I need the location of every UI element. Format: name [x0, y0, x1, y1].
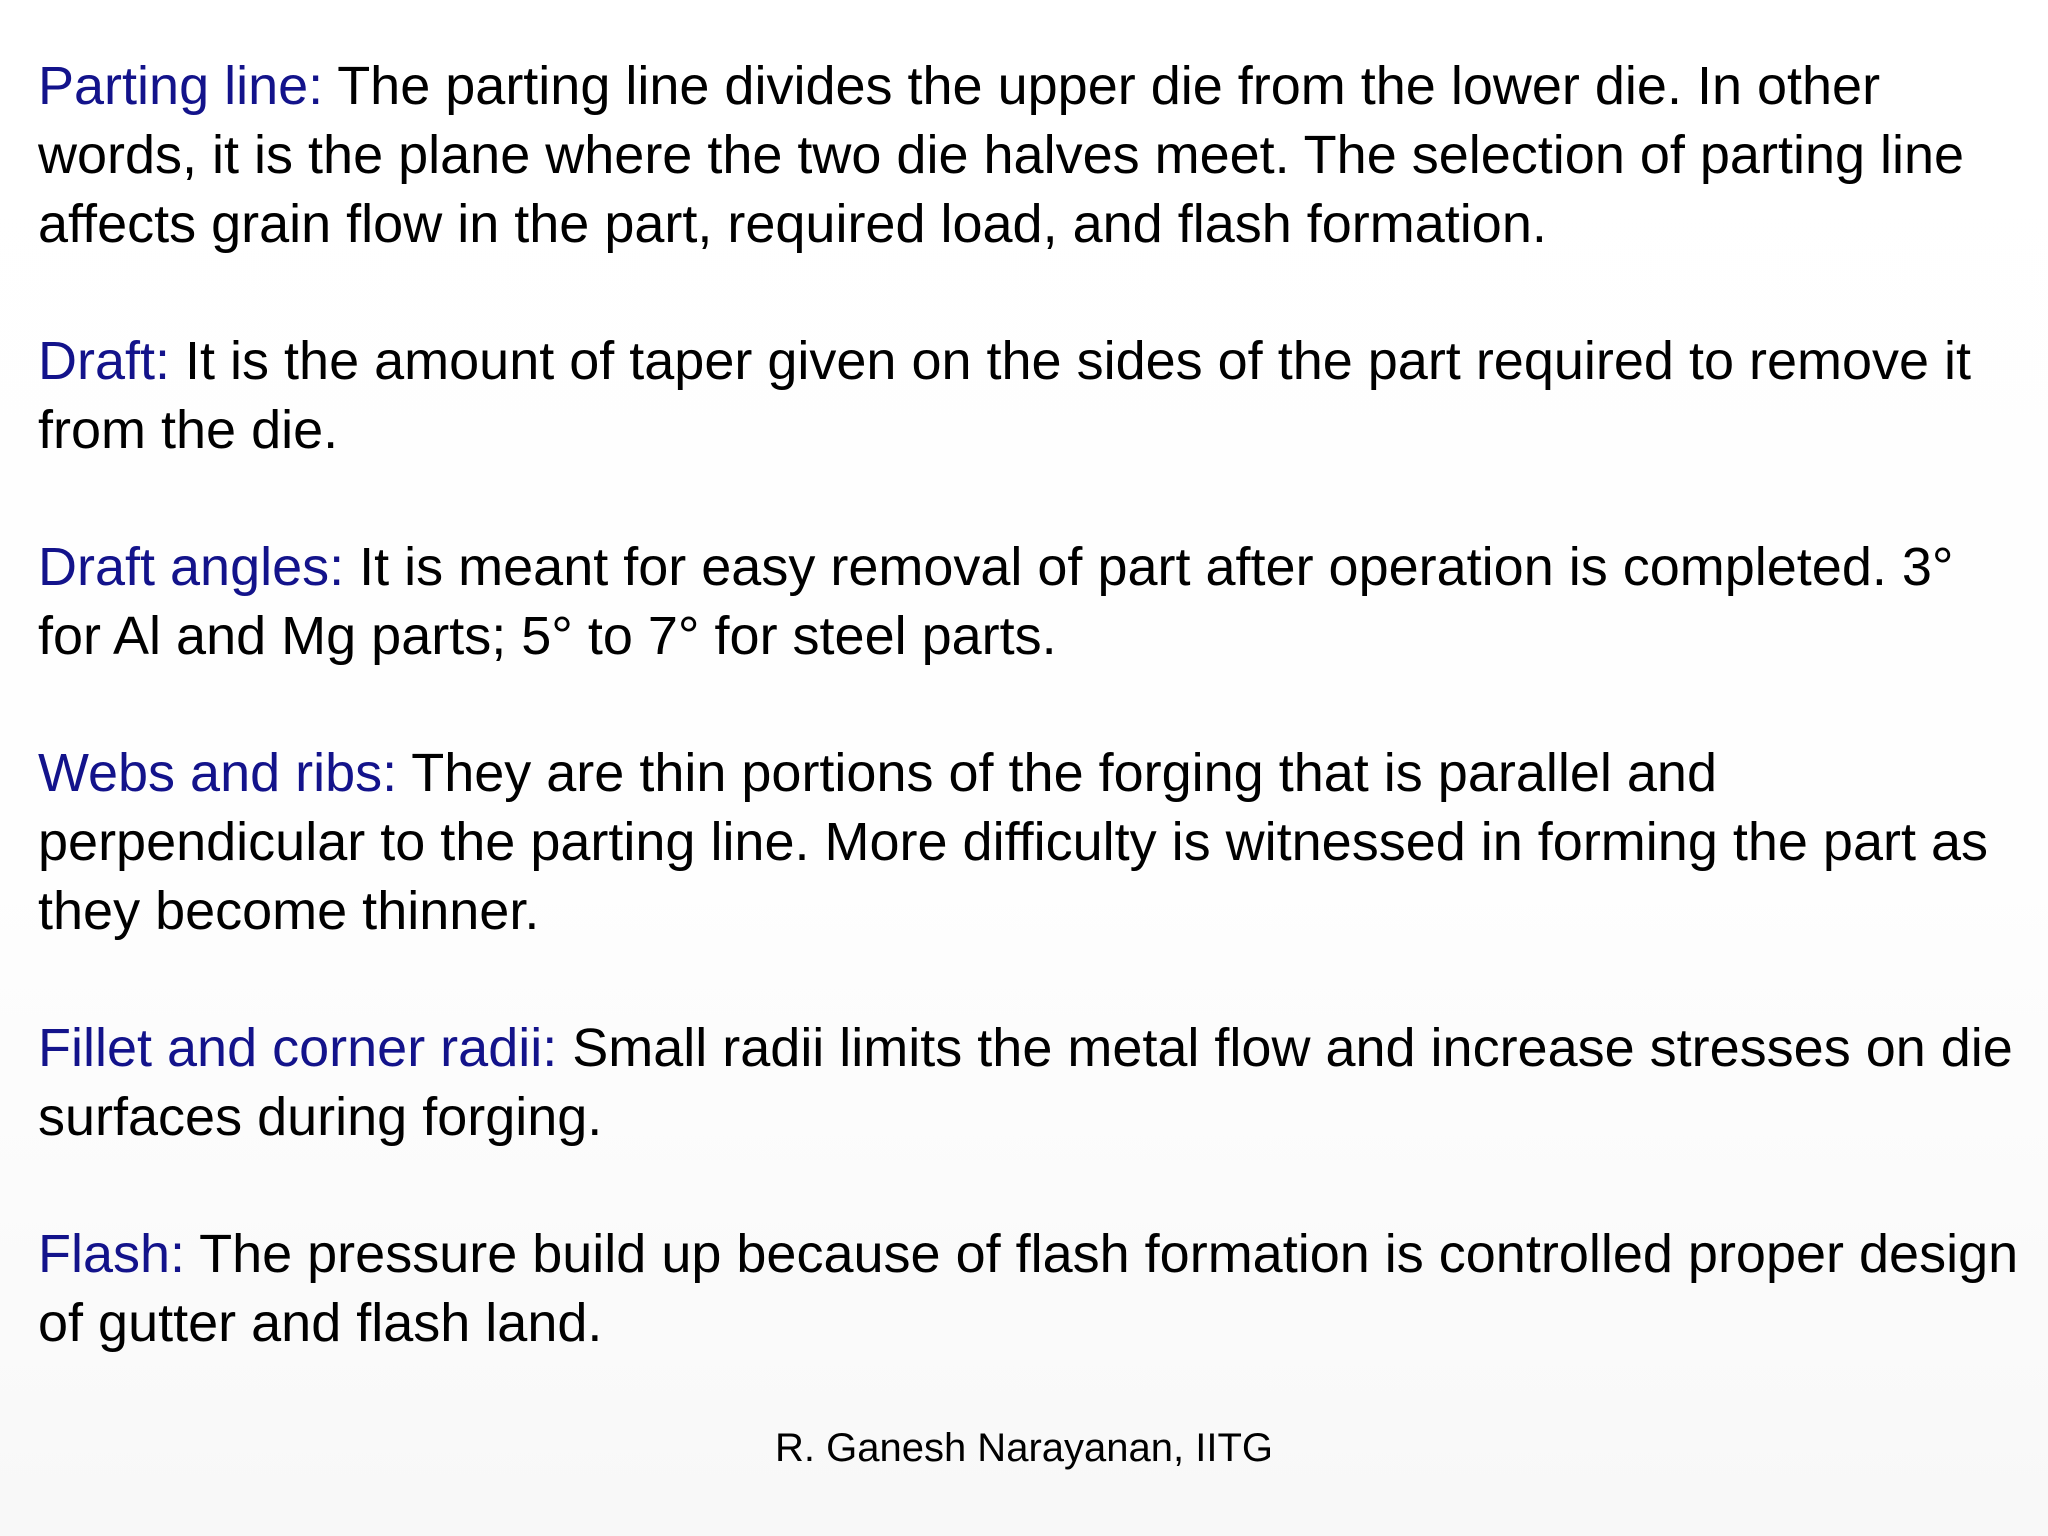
- definition-draft: [38, 327, 2028, 465]
- definition-parting-line: [38, 52, 2028, 259]
- definition-webs-and-ribs: [38, 739, 2028, 946]
- definition-text-flash: The pressure build up because of flash formation is controlled proper design of gutter and flash land.: [38, 1224, 2019, 1353]
- footer-credit: R. Ganesh Narayanan, IITG: [774, 1426, 1273, 1470]
- term-fillet-and-corner-radii: Fillet and corner radii:: [38, 1018, 558, 1078]
- definition-text-fillet-and-corner-radii: Small radii limits the metal flow and increase stresses on die surfaces during forging.: [38, 1018, 2013, 1147]
- definition-draft-angles: [38, 533, 2028, 671]
- definition-text-draft: It is the amount of taper given on the sides of the part required to remove it from the die.: [38, 331, 1972, 460]
- term-draft-angles: Draft angles:: [38, 537, 345, 597]
- term-flash: Flash:: [38, 1224, 186, 1284]
- term-webs-and-ribs: Webs and ribs:: [38, 743, 398, 803]
- definition-text-draft-angles: It is meant for easy removal of part after operation is completed. 3° for Al and Mg parts; 5° to 7° for steel parts.: [38, 537, 1954, 666]
- definition-fillet-and-corner-radii: [38, 1014, 2028, 1152]
- term-draft: Draft:: [38, 331, 171, 391]
- term-parting-line: Parting line:: [38, 56, 324, 116]
- definition-text-parting-line: The parting line divides the upper die from the lower die. In other words, it is the plane where the two die halves meet. The selection of parting line affects grain flow in the part, required load, and flash formation.: [38, 56, 1965, 254]
- definition-text-webs-and-ribs: They are thin portions of the forging that is parallel and perpendicular to the parting line. More difficulty is witnessed in forming the part as they become thinner.: [38, 743, 1989, 941]
- definitions-list: [38, 52, 2028, 1358]
- definition-flash: [38, 1220, 2028, 1358]
